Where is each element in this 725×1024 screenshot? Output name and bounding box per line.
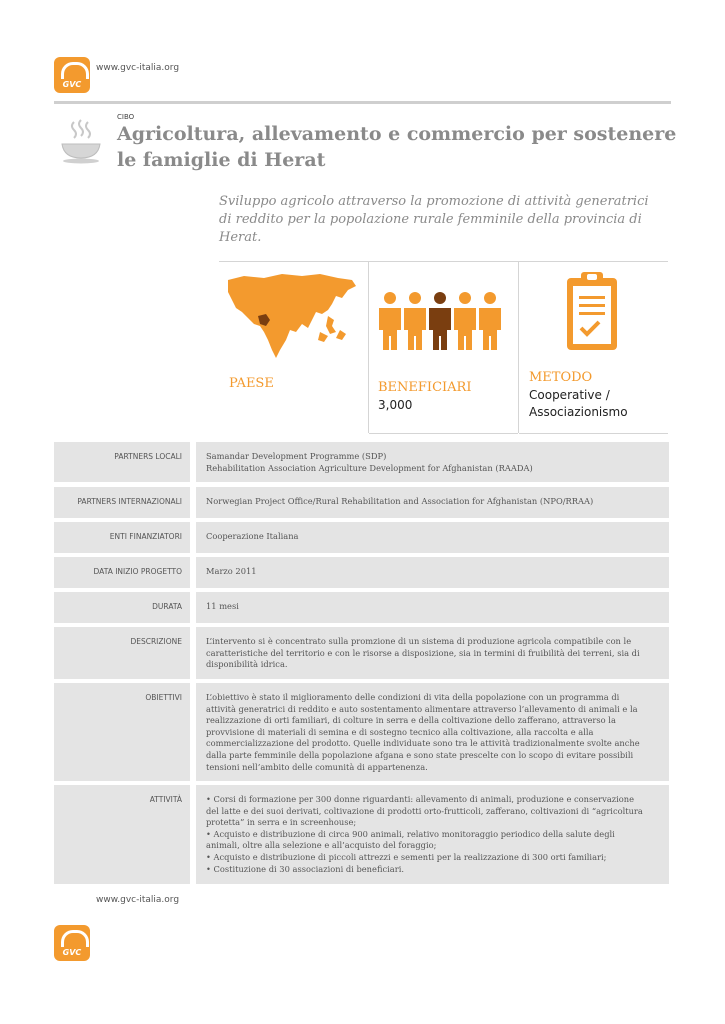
- row-value: Norwegian Project Office/Rural Rehabilitation and Association for Afghanistan (NPO/RRAA): [206, 496, 594, 506]
- header-divider: [54, 101, 671, 104]
- beneficiari-label: BENEFICIARI: [378, 380, 472, 395]
- info-divider-2: [518, 261, 519, 433]
- metodo-value: Cooperative / Associazionismo: [529, 388, 628, 419]
- row-label-cell: [54, 785, 190, 884]
- row-value-cell: [196, 627, 669, 679]
- row-label-cell: [54, 522, 190, 553]
- row-label: DATA INIZIO PROGETTO: [93, 567, 182, 576]
- row-value-cell: [196, 522, 669, 553]
- row-value-cell: [196, 592, 669, 623]
- row-label: ATTIVITÀ: [149, 795, 182, 804]
- asia-map-icon: [224, 270, 360, 362]
- row-label-cell: [54, 487, 190, 518]
- logo-text: GVC: [62, 80, 82, 89]
- row-label: DURATA: [152, 602, 182, 611]
- row-label-cell: [54, 592, 190, 623]
- metodo-label: METODO: [529, 370, 593, 385]
- row-label: PARTNERS LOCALI: [114, 452, 182, 461]
- footer-url[interactable]: www.gvc-italia.org: [96, 895, 180, 905]
- info-divider-1: [368, 261, 369, 433]
- row-value-cell: [196, 487, 669, 518]
- row-value: Marzo 2011: [206, 566, 257, 576]
- row-label: PARTNERS INTERNAZIONALI: [77, 497, 182, 506]
- row-value-cell: [196, 557, 669, 588]
- row-value: • Corsi di formazione per 300 donne riguardanti: allevamento di animali, produzione e conservazione del latte e dei suoi derivati, coltivazione di prodotti orto-frutticoli, zafferano, coltivazioni di “agricoltura protetta” in serra e in screenhouse; • Acquisto e distribuzione di circa 900 animali, relativo monitoraggio periodico della salute degli animali, oltre alla selezione e all’acquisto del foraggio; • Acquisto e distribuzione di piccoli attrezzi e sementi per la realizzazione di 300 orti familiari; • Costituzione di 30 associazioni di beneficiari.: [206, 794, 643, 874]
- row-value: 11 mesi: [206, 601, 239, 611]
- subtitle: Sviluppo agricolo attraverso la promozione di attività generatrici di reddito per la popolazione rurale femminile della provincia di Herat.: [219, 194, 649, 245]
- row-label: DESCRIZIONE: [130, 637, 182, 646]
- row-label: OBIETTIVI: [145, 693, 182, 702]
- info-bottom-line-right: [519, 433, 668, 434]
- row-value: L’intervento si è concentrato sulla promzione di un sistema di produzione agricola compatibile con le caratteristiche del territorio e con le risorse a disposizione, sia in termini di fruibilità dei terreni, sia di disponibilità idrica.: [206, 636, 640, 670]
- info-bottom-line-mid: [369, 433, 518, 434]
- row-label-cell: [54, 627, 190, 679]
- page-title: Agricoltura, allevamento e commercio per sostenere le famiglie di Herat: [117, 123, 677, 171]
- soup-bowl-icon: [56, 116, 106, 166]
- beneficiari-value: 3,000: [378, 398, 413, 412]
- row-label-cell: [54, 442, 190, 482]
- paese-label: PAESE: [229, 376, 274, 391]
- header-url[interactable]: www.gvc-italia.org: [96, 63, 180, 73]
- clipboard-check-icon: [565, 270, 619, 352]
- row-value-cell: [196, 785, 669, 884]
- row-label-cell: [54, 683, 190, 781]
- row-value: Samandar Development Programme (SDP) Rehabilitation Association Agriculture Development for Afghanistan (RAADA): [206, 451, 533, 473]
- row-label-cell: [54, 557, 190, 588]
- row-value: L’obiettivo è stato il miglioramento delle condizioni di vita della popolazione con un programma di attività generatrici di reddito e auto sostentamento alimentare attraverso l’allevamento di animali e la realizzazione di orti familiari, di colture in serra e della coltivazione dello zafferano, attraverso la provvisione di materiali di semina e di sostegno tecnico alla coltivazione, alla raccolta e alla commercializzazione del prodotto. Quelle individuate sono tra le attività tradizionalmente svolte anche dalla parte femminile della popolazione afgana e sono state prescelte con lo scopo di evitare possibili tensioni nell’ambito delle comunità di appartenenza.: [206, 692, 640, 772]
- row-value: Cooperazione Italiana: [206, 531, 299, 541]
- footer-gvc-logo: [54, 925, 90, 961]
- footer-logo-text: GVC: [62, 948, 82, 957]
- gvc-logo: [54, 57, 90, 93]
- row-value-cell: [196, 442, 669, 482]
- category-label: CIBO: [117, 113, 135, 121]
- people-icon: [376, 290, 510, 352]
- row-value-cell: [196, 683, 669, 781]
- info-top-line: [219, 261, 668, 262]
- row-label: ENTI FINANZIATORI: [109, 532, 182, 541]
